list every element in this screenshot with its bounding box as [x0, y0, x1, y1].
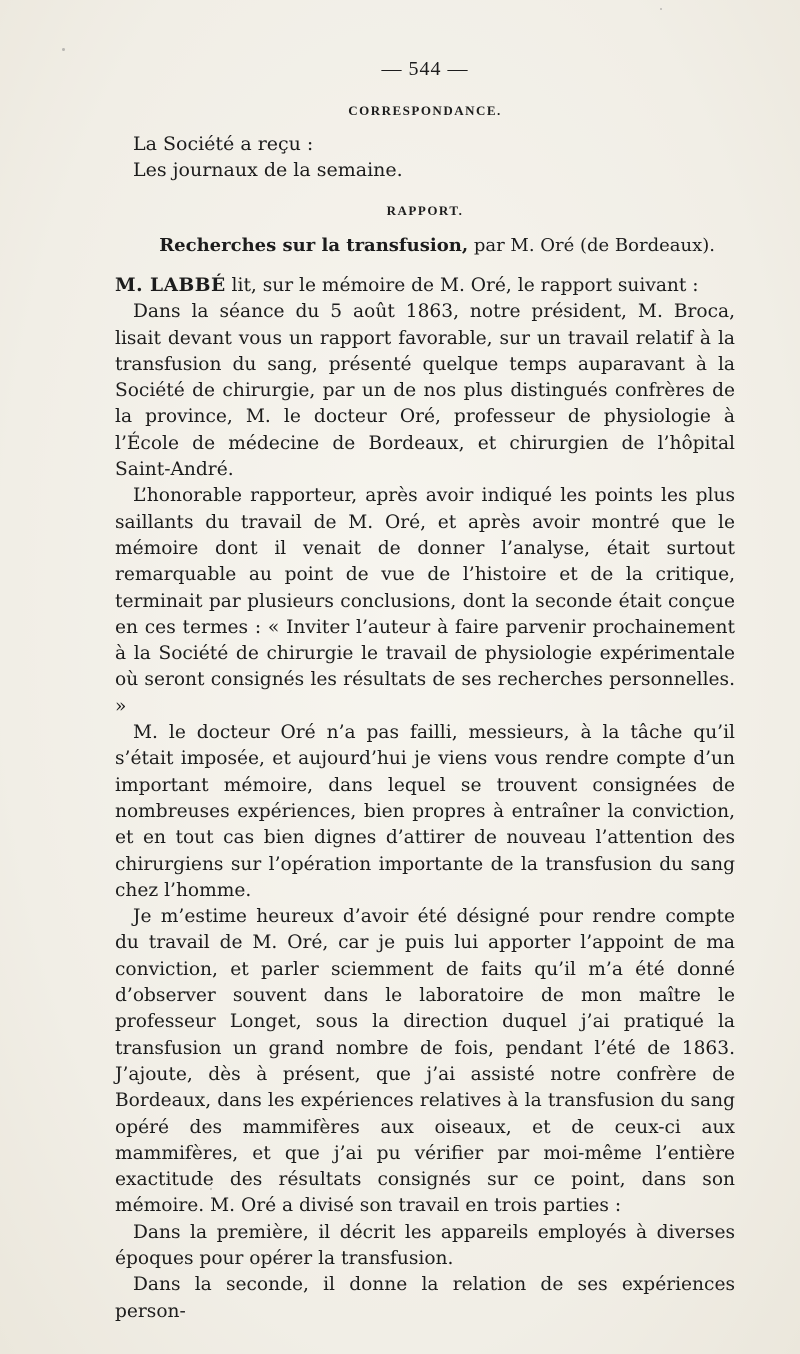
report-intro: [115, 273, 735, 299]
speaker-name: M. LABBÉ: [115, 275, 226, 296]
body-paragraph: L’honorable rapporteur, après avoir indiqué les points les plus saillants du travail de M. Oré, et après avoir montré que le mémoire dont il venait de donner l’analyse, était surtout remarquable au point de vue de l’histoire et de la critique, terminait par plusieurs conclusions, dont la seconde était conçue en ces termes : « Inviter l’auteur à faire parvenir prochainement à la Société de chirurgie le travail de physiologie expérimentale où seront consignés les résultats de ses recherches personnelles. »: [115, 485, 735, 717]
report-title: [115, 233, 735, 259]
correspondance-heading: CORRESPONDANCE.: [348, 103, 502, 118]
paper-speck: [660, 8, 662, 10]
intro-text: lit, sur le mémoire de M. Oré, le rapport suivant :: [225, 275, 699, 296]
body-paragraph: Dans la seconde, il donne la relation de ses expériences person-: [115, 1274, 735, 1322]
report-title-bold: Recherches sur la transfusion,: [159, 235, 469, 256]
body-paragraph: Dans la première, il décrit les appareils employés à diverses époques pour opérer la transfusion.: [115, 1221, 735, 1269]
text-block: [115, 58, 735, 1325]
body-paragraph: Je m’estime heureux d’avoir été désigné pour rendre compte du travail de M. Oré, car je puis lui apporter l’appoint de ma conviction, et parler sciemment de faits qu’il m’a été donné d’observer souvent dans le laboratoire de mon maître le professeur Longet, sous la direction duquel j’ai pratiqué la transfusion un grand nombre de fois, pendant l’été de 1863. J’ajoute, dès à présent, que j’ai assisté notre confrère de Bordeaux, dans les expériences relatives à la transfusion du sang opéré des mammifères aux oiseaux, et de ceux-ci aux mammifères, et que j’ai pu vérifier par moi-même l’entière exactitude des résultats consignés sur ce point, dans son mémoire. M. Oré a divisé son travail en trois parties :: [115, 906, 735, 1217]
correspondance-line: Les journaux de la semaine.: [133, 159, 403, 181]
rapport-heading: RAPPORT.: [386, 203, 464, 218]
body-paragraph: Dans la séance du 5 août 1863, notre président, M. Broca, lisait devant vous un rapport favorable, sur un travail relatif à la transfusion du sang, présenté quelque temps auparavant à la Société de chirurgie, par un de nos plus distingués confrères de la province, M. le docteur Oré, professeur de physiologie à l’École de médecine de Bordeaux, et chirurgien de l’hôpital Saint-André.: [115, 301, 735, 481]
page-number: — 544 —: [381, 58, 469, 80]
paper-speck: [62, 48, 65, 51]
correspondance-line: La Société a reçu :: [133, 133, 314, 155]
body-paragraph: M. le docteur Oré n’a pas failli, messieurs, à la tâche qu’il s’était imposée, et aujourd’hui je viens vous rendre compte d’un important mémoire, dans lequel se trouvent consignées de nombreuses expériences, bien propres à entraîner la conviction, et en tout cas bien dignes d’attirer de nouveau l’attention des chirurgiens sur l’opération importante de la transfusion du sang chez l’homme.: [115, 722, 735, 901]
report-title-author: par M. Oré (de Bordeaux).: [468, 235, 715, 256]
